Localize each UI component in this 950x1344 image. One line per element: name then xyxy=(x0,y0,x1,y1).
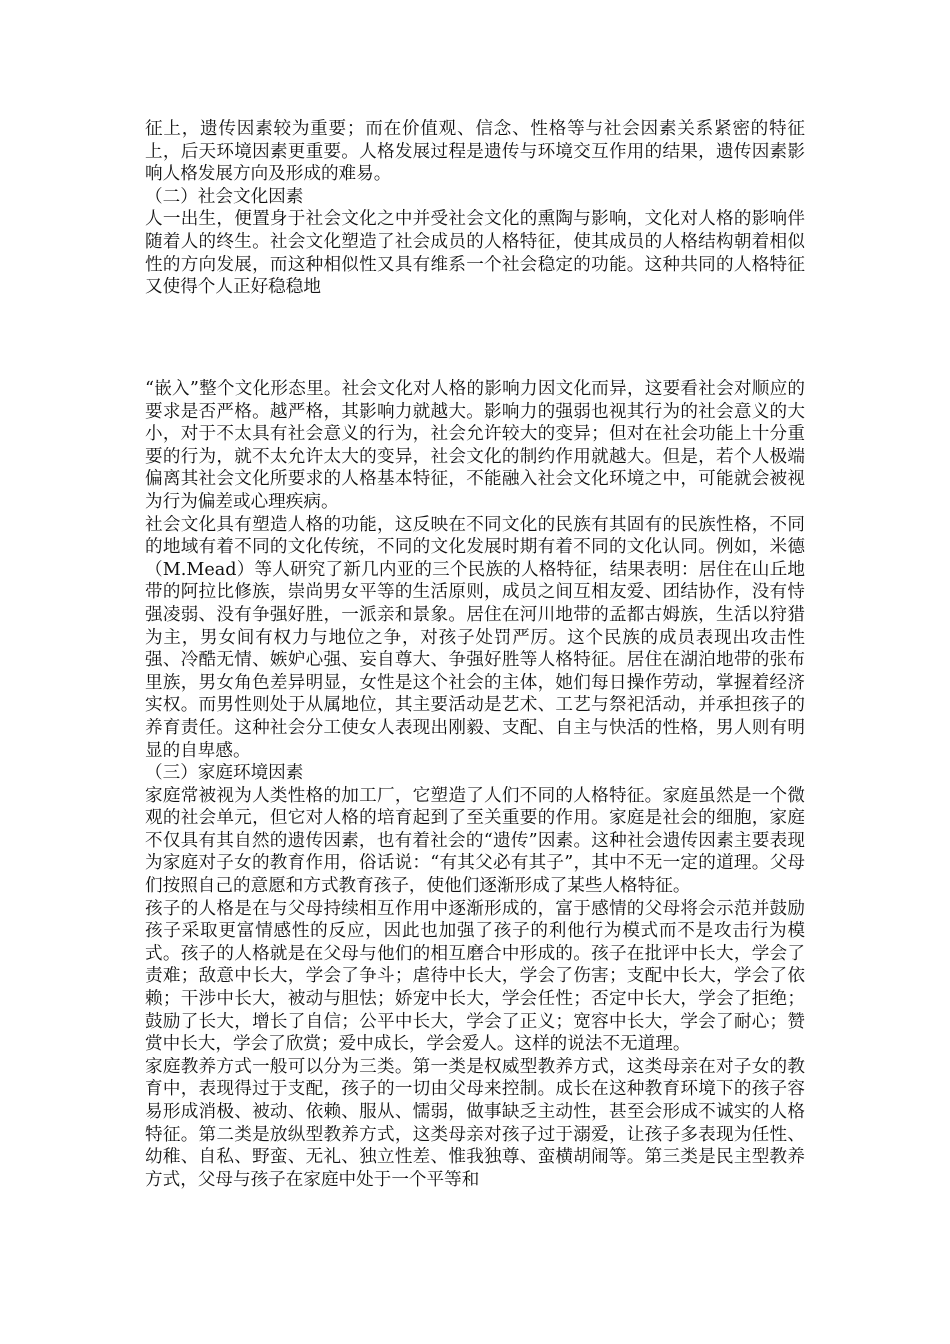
paragraph: 征上，遗传因素较为重要；而在价值观、信念、性格等与社会因素关系紧密的特征上，后天环境因素更重要。人格发展过程是遗传与环境交互作用的结果，遗传因素影响人格发展方向及形成的难易。 xyxy=(145,119,805,185)
section-heading: （二）社会文化因素 xyxy=(145,186,304,207)
paragraph: 家庭教养方式一般可以分为三类。第一类是权威型教养方式，这类母亲在对子女的教育中，表现得过于支配，孩子的一切由父母来控制。成长在这种教育环境下的孩子容易形成消极、被动、依赖、服从、懦弱，做事缺乏主动性，甚至会形成不诚实的人格特征。第二类是放纵型教养方式，这类母亲对孩子过于溺爱，让孩子多表现为任性、幼稚、自私、野蛮、无礼、独立性差、惟我独尊、蛮横胡闹等。第三类是民主型教养方式，父母与孩子在家庭中处于一个平等和 xyxy=(145,1056,805,1190)
paragraph: 孩子的人格是在与父母持续相互作用中逐渐形成的，富于感情的父母将会示范并鼓励孩子采取更富情感性的反应，因此也加强了孩子的利他行为模式而不是攻击行为模式。孩子的人格就是在父母与他们的相互磨合中形成的。孩子在批评中长大，学会了责难；敌意中长大，学会了争斗；虐待中长大，学会了伤害；支配中长大，学会了依赖；干涉中长大，被动与胆怯；娇宠中长大，学会任性；否定中长大，学会了拒绝；鼓励了长大，增长了自信；公平中长大，学会了正义；宽容中长大，学会了耐心；赞赏中长大，学会了欣赏；爱中成长，学会爱人。这样的说法不无道理。 xyxy=(145,898,805,1055)
paragraph: 社会文化具有塑造人格的功能，这反映在不同文化的民族有其固有的民族性格，不同的地域有着不同的文化传统，不同的文化发展时期有着不同的文化认同。例如，米德（M.Mead）等人研究了新几内亚的三个民族的人格特征，结果表明：居住在山丘地带的阿拉比修族，崇尚男女平等的生活原则，成员之间互相友爱、团结协作，没有恃强凌弱、没有争强好胜，一派亲和景象。居住在河川地带的孟都古姆族，生活以狩猎为主，男女间有权力与地位之争，对孩子处罚严厉。这个民族的成员表现出攻击性强、冷酷无情、嫉妒心强、妄自尊大、争强好胜等人格特征。居住在湖泊地带的张布里族，男女角色差异明显，女性是这个社会的主体，她们每日操作劳动，掌握着经济实权。而男性则处于从属地位，其主要活动是艺术、工艺与祭祀活动，并承担孩子的养育责任。这种社会分工使女人表现出刚毅、支配、自主与快活的性格，男人则有明显的自卑感。 xyxy=(145,514,805,761)
text-block-bottom xyxy=(145,378,805,1191)
paragraph: 家庭常被视为人类性格的加工厂，它塑造了人们不同的人格特征。家庭虽然是一个微观的社会单元，但它对人格的培育起到了至关重要的作用。家庭是社会的细胞，家庭不仅具有其自然的遗传因素，也有着社会的“遗传”因素。这种社会遗传因素主要表现为家庭对子女的教育作用，俗话说：“有其父必有其子”，其中不无一定的道理。父母们按照自己的意愿和方式教育孩子，使他们逐渐形成了某些人格特征。 xyxy=(145,785,805,897)
paragraph: 人一出生，便置身于社会文化之中并受社会文化的熏陶与影响，文化对人格的影响伴随着人的终生。社会文化塑造了社会成员的人格特征，使其成员的人格结构朝着相似性的方向发展，而这种相似性又具有维系一个社会稳定的功能。这种共同的人格特征又使得个人正好稳稳地 xyxy=(145,209,805,298)
text-block-top xyxy=(145,118,805,299)
paragraph: “嵌入”整个文化形态里。社会文化对人格的影响力因文化而异，这要看社会对顺应的要求是否严格。越严格，其影响力就越大。影响力的强弱也视其行为的社会意义的大小，对于不太具有社会意义的行为，社会允许较大的变异；但对在社会功能上十分重要的行为，就不太允许太大的变异，社会文化的制约作用就越大。但是，若个人极端偏离其社会文化所要求的人格基本特征，不能融入社会文化环境之中，可能就会被视为行为偏差或心理疾病。 xyxy=(145,379,805,512)
section-heading: （三）家庭环境因素 xyxy=(145,763,304,784)
